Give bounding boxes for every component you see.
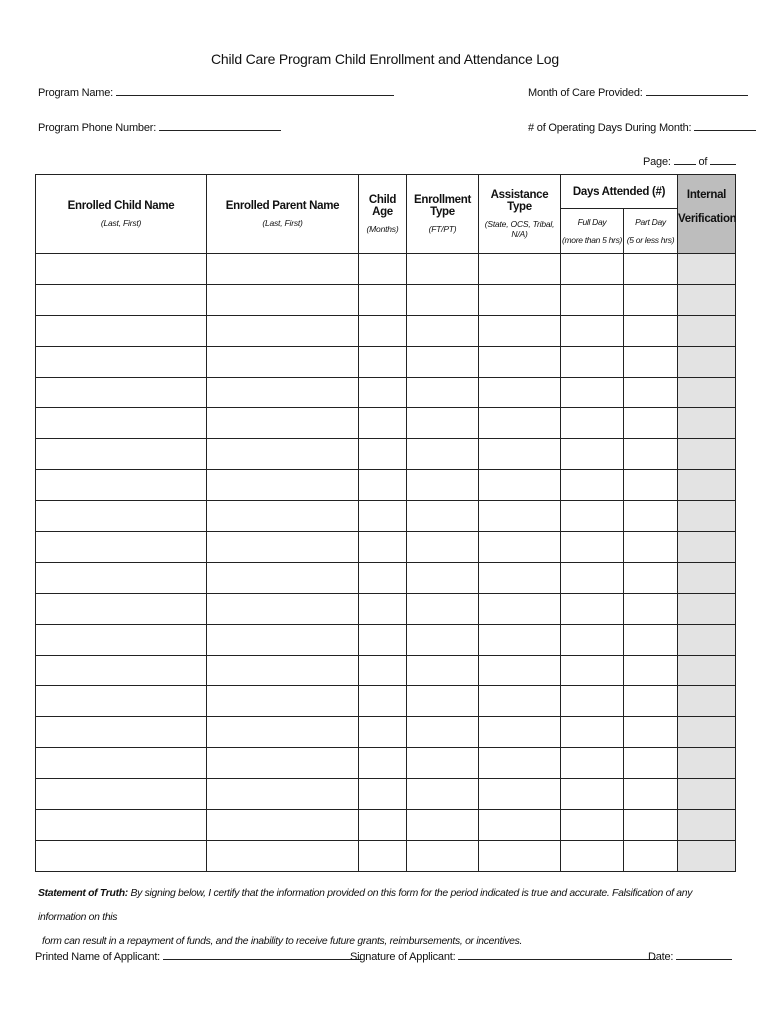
part-day-cell[interactable] <box>624 624 678 655</box>
parent-name-cell[interactable] <box>207 748 359 779</box>
child-age-cell[interactable] <box>359 810 407 841</box>
table-row <box>36 686 736 717</box>
statement-label: Statement of Truth: <box>38 888 128 899</box>
assistance-type-cell[interactable] <box>479 810 561 841</box>
table-row <box>36 840 736 871</box>
attendance-table-body <box>36 254 736 872</box>
parent-name-cell[interactable] <box>207 254 359 285</box>
page-number-input[interactable] <box>674 153 696 165</box>
child-name-cell[interactable] <box>36 315 207 346</box>
full-day-cell[interactable] <box>561 686 624 717</box>
full-day-cell[interactable] <box>561 810 624 841</box>
child-age-cell[interactable] <box>359 779 407 810</box>
child-age-cell[interactable] <box>359 686 407 717</box>
assistance-type-cell[interactable] <box>479 717 561 748</box>
child-age-cell[interactable] <box>359 254 407 285</box>
full-day-cell[interactable] <box>561 315 624 346</box>
verification-cell[interactable] <box>678 717 736 748</box>
enrollment-type-cell[interactable] <box>407 532 479 563</box>
program-name-field <box>38 84 394 99</box>
child-name-cell[interactable] <box>36 346 207 377</box>
parent-name-cell[interactable] <box>207 346 359 377</box>
verification-cell[interactable] <box>678 840 736 871</box>
enrollment-type-cell[interactable] <box>407 470 479 501</box>
header-part-day: Part Day (5 or less hrs) <box>624 209 678 254</box>
child-age-cell[interactable] <box>359 593 407 624</box>
child-name-cell[interactable] <box>36 254 207 285</box>
child-age-cell[interactable] <box>359 377 407 408</box>
table-row <box>36 655 736 686</box>
parent-name-cell[interactable] <box>207 315 359 346</box>
assistance-type-cell[interactable] <box>479 779 561 810</box>
enrollment-type-cell[interactable] <box>407 779 479 810</box>
verification-cell[interactable] <box>678 439 736 470</box>
assistance-type-cell[interactable] <box>479 439 561 470</box>
date-label: Date: <box>648 951 674 963</box>
part-day-cell[interactable] <box>624 254 678 285</box>
enrollment-type-cell[interactable] <box>407 501 479 532</box>
verification-cell[interactable] <box>678 593 736 624</box>
table-row <box>36 408 736 439</box>
parent-name-cell[interactable] <box>207 284 359 315</box>
assistance-type-cell[interactable] <box>479 686 561 717</box>
table-row <box>36 439 736 470</box>
header-parent-name: Enrolled Parent Name (Last, First) <box>207 175 359 254</box>
printed-name-field <box>35 948 361 963</box>
table-row <box>36 748 736 779</box>
enrollment-type-cell[interactable] <box>407 284 479 315</box>
assistance-type-cell[interactable] <box>479 532 561 563</box>
full-day-cell[interactable] <box>561 655 624 686</box>
full-day-cell[interactable] <box>561 532 624 563</box>
full-day-cell[interactable] <box>561 408 624 439</box>
full-day-cell[interactable] <box>561 439 624 470</box>
child-age-cell[interactable] <box>359 501 407 532</box>
operating-days-input[interactable] <box>694 119 756 131</box>
program-name-input[interactable] <box>116 84 394 96</box>
full-day-cell[interactable] <box>561 593 624 624</box>
parent-name-cell[interactable] <box>207 470 359 501</box>
child-age-cell[interactable] <box>359 439 407 470</box>
child-age-cell[interactable] <box>359 748 407 779</box>
part-day-cell[interactable] <box>624 810 678 841</box>
child-name-cell[interactable] <box>36 624 207 655</box>
header-days-attended: Days Attended (#) <box>561 175 678 209</box>
verification-cell[interactable] <box>678 470 736 501</box>
parent-name-cell[interactable] <box>207 779 359 810</box>
table-row <box>36 501 736 532</box>
table-row <box>36 284 736 315</box>
table-row <box>36 717 736 748</box>
part-day-cell[interactable] <box>624 532 678 563</box>
date-input[interactable] <box>676 948 732 960</box>
assistance-type-cell[interactable] <box>479 315 561 346</box>
child-age-cell[interactable] <box>359 315 407 346</box>
enrollment-type-cell[interactable] <box>407 655 479 686</box>
enrollment-type-cell[interactable] <box>407 593 479 624</box>
child-name-cell[interactable] <box>36 284 207 315</box>
full-day-cell[interactable] <box>561 377 624 408</box>
part-day-cell[interactable] <box>624 346 678 377</box>
table-row <box>36 562 736 593</box>
parent-name-cell[interactable] <box>207 810 359 841</box>
full-day-cell[interactable] <box>561 717 624 748</box>
child-age-cell[interactable] <box>359 408 407 439</box>
month-field <box>528 84 748 99</box>
full-day-cell[interactable] <box>561 284 624 315</box>
signature-field <box>350 948 656 963</box>
enrollment-type-cell[interactable] <box>407 748 479 779</box>
parent-name-cell[interactable] <box>207 439 359 470</box>
table-row <box>36 346 736 377</box>
part-day-cell[interactable] <box>624 315 678 346</box>
child-name-cell[interactable] <box>36 470 207 501</box>
header-enrollment-type: Enrollment Type (FT/PT) <box>407 175 479 254</box>
table-row <box>36 470 736 501</box>
phone-input[interactable] <box>159 119 281 131</box>
enrollment-type-cell[interactable] <box>407 810 479 841</box>
child-age-cell[interactable] <box>359 532 407 563</box>
table-row <box>36 315 736 346</box>
child-name-cell[interactable] <box>36 717 207 748</box>
child-name-cell[interactable] <box>36 686 207 717</box>
child-age-cell[interactable] <box>359 840 407 871</box>
full-day-cell[interactable] <box>561 748 624 779</box>
part-day-cell[interactable] <box>624 593 678 624</box>
assistance-type-cell[interactable] <box>479 254 561 285</box>
full-day-cell[interactable] <box>561 624 624 655</box>
part-day-cell[interactable] <box>624 562 678 593</box>
assistance-type-cell[interactable] <box>479 377 561 408</box>
table-row <box>36 593 736 624</box>
program-name-label: Program Name: <box>38 87 114 99</box>
assistance-type-cell[interactable] <box>479 624 561 655</box>
assistance-type-cell[interactable] <box>479 284 561 315</box>
full-day-cell[interactable] <box>561 470 624 501</box>
enrollment-type-cell[interactable] <box>407 346 479 377</box>
phone-label: Program Phone Number: <box>38 122 157 134</box>
enrollment-type-cell[interactable] <box>407 408 479 439</box>
verification-cell[interactable] <box>678 624 736 655</box>
enrollment-type-cell[interactable] <box>407 562 479 593</box>
full-day-cell[interactable] <box>561 501 624 532</box>
full-day-cell[interactable] <box>561 346 624 377</box>
child-age-cell[interactable] <box>359 655 407 686</box>
attendance-table <box>35 174 736 872</box>
parent-name-cell[interactable] <box>207 377 359 408</box>
enrollment-type-cell[interactable] <box>407 377 479 408</box>
table-row <box>36 624 736 655</box>
signature-label: Signature of Applicant: <box>350 951 456 963</box>
child-age-cell[interactable] <box>359 470 407 501</box>
assistance-type-cell[interactable] <box>479 655 561 686</box>
date-field <box>648 948 732 963</box>
child-name-cell[interactable] <box>36 593 207 624</box>
table-row <box>36 532 736 563</box>
assistance-type-cell[interactable] <box>479 593 561 624</box>
assistance-type-cell[interactable] <box>479 470 561 501</box>
child-name-cell[interactable] <box>36 840 207 871</box>
assistance-type-cell[interactable] <box>479 562 561 593</box>
statement-text-line1: By signing below, I certify that the information provided on this form for the period indicated is true and accurate. Falsification of any information on this <box>38 888 693 923</box>
part-day-cell[interactable] <box>624 779 678 810</box>
verification-cell[interactable] <box>678 315 736 346</box>
child-name-cell[interactable] <box>36 810 207 841</box>
table-row <box>36 810 736 841</box>
full-day-cell[interactable] <box>561 562 624 593</box>
verification-cell[interactable] <box>678 408 736 439</box>
header-child-name: Enrolled Child Name (Last, First) <box>36 175 207 254</box>
part-day-cell[interactable] <box>624 840 678 871</box>
child-age-cell[interactable] <box>359 346 407 377</box>
header-assistance-type: Assistance Type (State, OCS, Tribal, N/A) <box>479 175 561 254</box>
assistance-type-cell[interactable] <box>479 501 561 532</box>
table-row <box>36 377 736 408</box>
child-age-cell[interactable] <box>359 717 407 748</box>
enrollment-type-cell[interactable] <box>407 439 479 470</box>
child-name-cell[interactable] <box>36 562 207 593</box>
child-name-cell[interactable] <box>36 655 207 686</box>
enrollment-type-cell[interactable] <box>407 254 479 285</box>
part-day-cell[interactable] <box>624 408 678 439</box>
verification-cell[interactable] <box>678 254 736 285</box>
part-day-cell[interactable] <box>624 655 678 686</box>
parent-name-cell[interactable] <box>207 408 359 439</box>
assistance-type-cell[interactable] <box>479 748 561 779</box>
parent-name-cell[interactable] <box>207 655 359 686</box>
enrollment-type-cell[interactable] <box>407 624 479 655</box>
month-label: Month of Care Provided: <box>528 87 643 99</box>
child-name-cell[interactable] <box>36 748 207 779</box>
child-age-cell[interactable] <box>359 624 407 655</box>
signature-input[interactable] <box>458 948 656 960</box>
header-child-age: Child Age (Months) <box>359 175 407 254</box>
child-name-cell[interactable] <box>36 377 207 408</box>
enrollment-type-cell[interactable] <box>407 717 479 748</box>
parent-name-cell[interactable] <box>207 562 359 593</box>
assistance-type-cell[interactable] <box>479 346 561 377</box>
verification-cell[interactable] <box>678 532 736 563</box>
table-row <box>36 779 736 810</box>
table-row <box>36 254 736 285</box>
verification-cell[interactable] <box>678 686 736 717</box>
parent-name-cell[interactable] <box>207 686 359 717</box>
printed-name-label: Printed Name of Applicant: <box>35 951 161 963</box>
child-age-cell[interactable] <box>359 562 407 593</box>
child-name-cell[interactable] <box>36 532 207 563</box>
assistance-type-cell[interactable] <box>479 408 561 439</box>
month-input[interactable] <box>646 84 748 96</box>
child-name-cell[interactable] <box>36 779 207 810</box>
child-name-cell[interactable] <box>36 501 207 532</box>
phone-field <box>38 119 281 134</box>
printed-name-input[interactable] <box>163 948 361 960</box>
part-day-cell[interactable] <box>624 439 678 470</box>
page-total-input[interactable] <box>710 153 736 165</box>
verification-cell[interactable] <box>678 346 736 377</box>
parent-name-cell[interactable] <box>207 624 359 655</box>
form-title: Child Care Program Child Enrollment and Attendance Log <box>211 51 559 67</box>
part-day-cell[interactable] <box>624 284 678 315</box>
parent-name-cell[interactable] <box>207 532 359 563</box>
statement-of-truth <box>38 882 738 954</box>
part-day-cell[interactable] <box>624 377 678 408</box>
full-day-cell[interactable] <box>561 840 624 871</box>
parent-name-cell[interactable] <box>207 501 359 532</box>
part-day-cell[interactable] <box>624 686 678 717</box>
child-name-cell[interactable] <box>36 408 207 439</box>
part-day-cell[interactable] <box>624 470 678 501</box>
verification-cell[interactable] <box>678 562 736 593</box>
full-day-cell[interactable] <box>561 779 624 810</box>
operating-days-label: # of Operating Days During Month: <box>528 122 692 134</box>
verification-cell[interactable] <box>678 284 736 315</box>
enrollment-type-cell[interactable] <box>407 840 479 871</box>
full-day-cell[interactable] <box>561 254 624 285</box>
operating-days-field <box>528 119 756 134</box>
enrollment-type-cell[interactable] <box>407 315 479 346</box>
verification-cell[interactable] <box>678 655 736 686</box>
verification-cell[interactable] <box>678 377 736 408</box>
child-name-cell[interactable] <box>36 439 207 470</box>
statement-text-line2: form can result in a repayment of funds, and the inability to receive future grants, reimbursements, or incentives. <box>42 936 523 947</box>
header-internal-verification: Internal Verification <box>678 175 736 254</box>
assistance-type-cell[interactable] <box>479 840 561 871</box>
verification-cell[interactable] <box>678 779 736 810</box>
part-day-cell[interactable] <box>624 717 678 748</box>
header-full-day: Full Day (more than 5 hrs) <box>561 209 624 254</box>
enrollment-type-cell[interactable] <box>407 686 479 717</box>
part-day-cell[interactable] <box>624 748 678 779</box>
parent-name-cell[interactable] <box>207 593 359 624</box>
page-field <box>643 153 736 168</box>
parent-name-cell[interactable] <box>207 717 359 748</box>
verification-cell[interactable] <box>678 810 736 841</box>
page-of-label: of <box>698 156 708 168</box>
verification-cell[interactable] <box>678 748 736 779</box>
child-age-cell[interactable] <box>359 284 407 315</box>
verification-cell[interactable] <box>678 501 736 532</box>
parent-name-cell[interactable] <box>207 840 359 871</box>
page-label: Page: <box>643 156 671 168</box>
part-day-cell[interactable] <box>624 501 678 532</box>
